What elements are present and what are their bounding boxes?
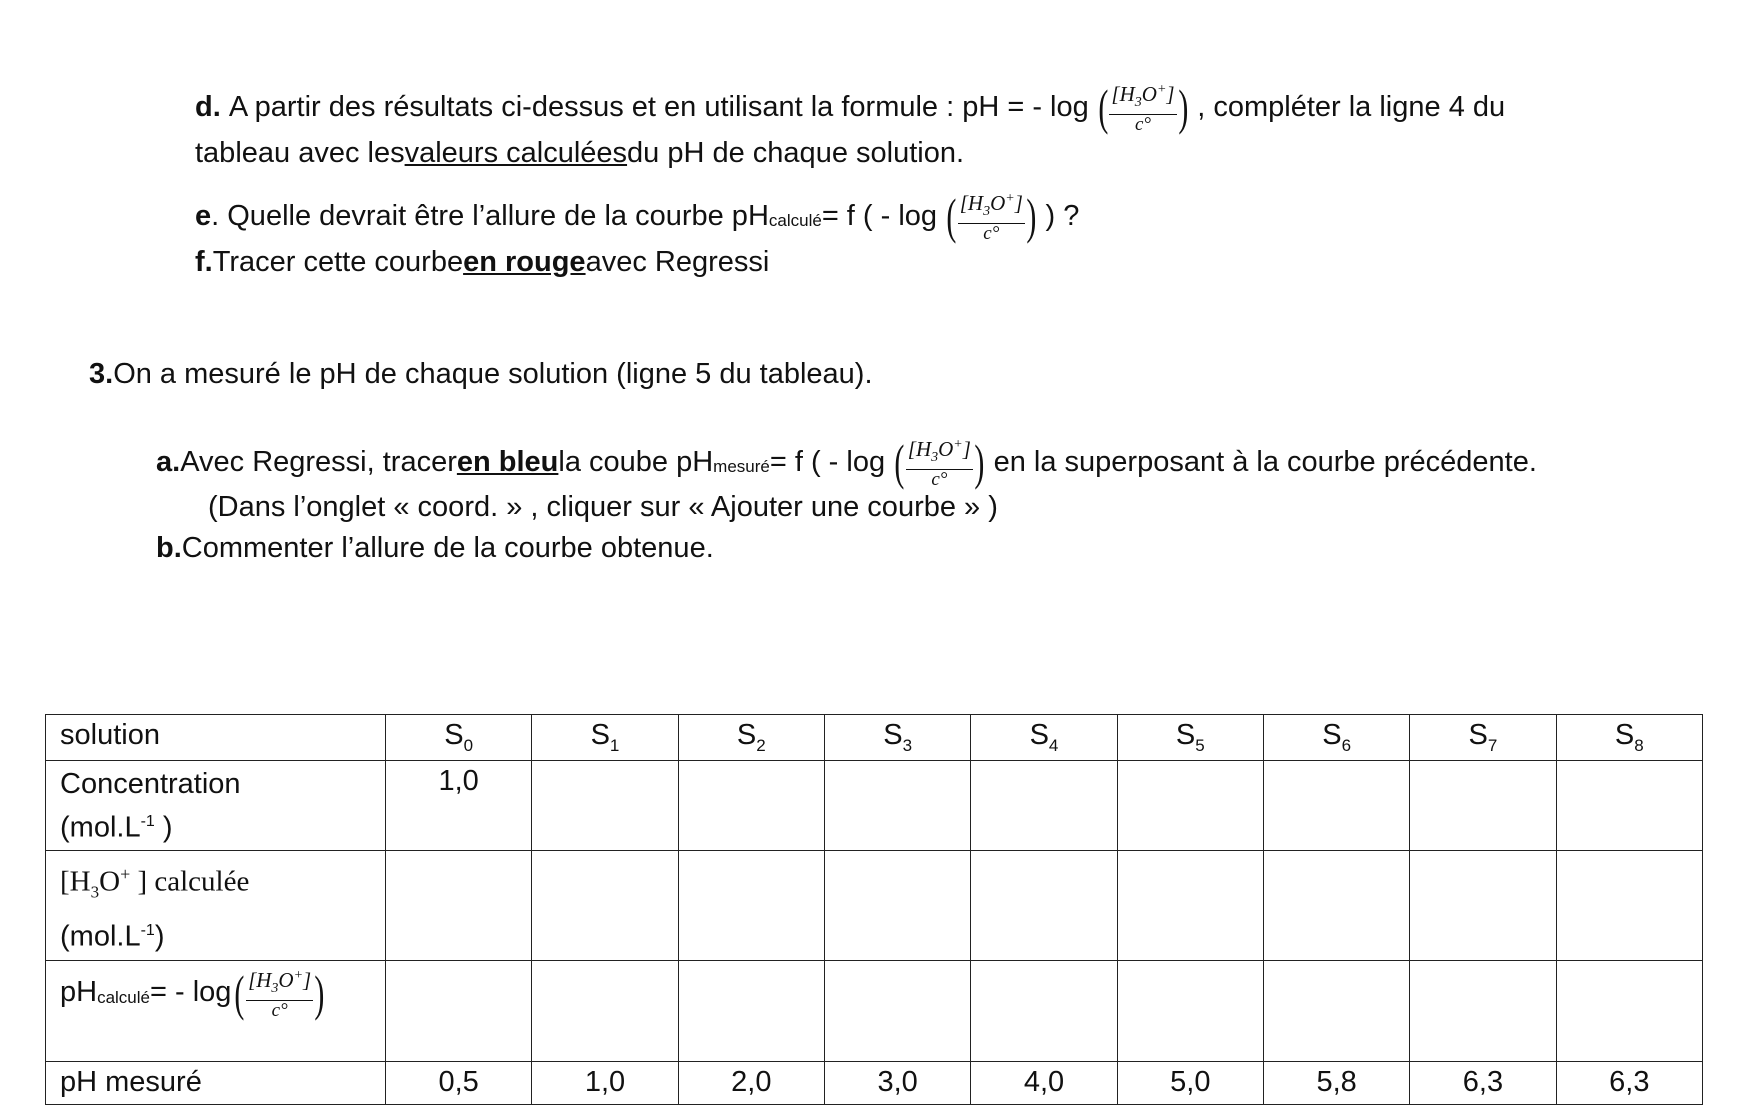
- concentration-cell[interactable]: [971, 760, 1117, 851]
- solution-header: $S_8$: [1556, 715, 1702, 761]
- ph-mesure-cell: 6,3: [1410, 1061, 1556, 1104]
- valeurs-calculees-underlined: valeurs calculées: [404, 137, 628, 169]
- question-d-line1: [195, 79, 1505, 135]
- question-e-text: . Quelle devrait être l’allure de la courbe pH: [211, 200, 769, 233]
- question-3a-sub: mesuré: [713, 457, 770, 477]
- ph-mesure-cell: 2,0: [678, 1061, 824, 1104]
- question-3b-label: b.: [156, 532, 182, 564]
- ph-calcule-cell[interactable]: [678, 960, 824, 1061]
- concentration-cell[interactable]: 1,0: [386, 760, 532, 851]
- question-3b-line: [156, 528, 714, 568]
- solution-header: $S_4$: [971, 715, 1117, 761]
- question-3a-end: en la superposant à la courbe précédente.: [993, 446, 1537, 479]
- question-d-line2-end: du pH de chaque solution.: [627, 137, 965, 169]
- question-d-line2-text: tableau avec les: [195, 137, 405, 169]
- ph-calcule-cell[interactable]: [532, 960, 678, 1061]
- h3o-label: [$H_3O^+$ ] calculée $(mol.L^{-1})$: [46, 851, 386, 960]
- ph-mesure-cell: 5,0: [1117, 1061, 1263, 1104]
- table-row-concentration: [46, 760, 1703, 851]
- question-3a-line1: [156, 434, 1537, 490]
- h3o-cell[interactable]: [1556, 851, 1702, 960]
- question-3a-text3: = f ( - log: [769, 446, 886, 479]
- question-e-end: ) ?: [1045, 200, 1080, 233]
- h3o-cell[interactable]: [532, 851, 678, 960]
- concentration-cell[interactable]: [532, 760, 678, 851]
- solution-header: $S_7$: [1410, 715, 1556, 761]
- ph-mesure-cell: 3,0: [824, 1061, 970, 1104]
- fraction-formula: ( $\frac{[H_3O^+]}{c^\circ}$ ): [894, 434, 985, 491]
- ph-calcule-cell[interactable]: [971, 960, 1117, 1061]
- question-e-sub: calculé: [768, 211, 822, 231]
- question-d-text: A partir des résultats ci-dessus et en utilisant la formule : pH = - log: [228, 91, 1089, 124]
- h3o-cell[interactable]: [678, 851, 824, 960]
- question-e-label: e: [195, 200, 212, 233]
- solution-header: $S_2$: [678, 715, 824, 761]
- h3o-cell[interactable]: [1410, 851, 1556, 960]
- ph-calcule-label: pH calculé = - log ( $\frac{[H_3O^+]}{c^\circ}$ ): [46, 960, 386, 1061]
- h3o-cell[interactable]: [1263, 851, 1409, 960]
- question-d-text-end: , compléter la ligne 4 du: [1197, 91, 1506, 124]
- question-3-label: 3.: [89, 358, 114, 390]
- ph-calcule-cell[interactable]: [1263, 960, 1409, 1061]
- ph-calcule-cell[interactable]: [1556, 960, 1702, 1061]
- ph-mesure-cell: 0,5: [386, 1061, 532, 1104]
- ph-mesure-cell: 6,3: [1556, 1061, 1702, 1104]
- ph-calcule-cell[interactable]: [386, 960, 532, 1061]
- solution-header: $S_6$: [1263, 715, 1409, 761]
- ph-calcule-cell[interactable]: [1410, 960, 1556, 1061]
- solution-header: $S_5$: [1117, 715, 1263, 761]
- table-row-ph-mesure: [46, 1061, 1703, 1104]
- question-f-text: Tracer cette courbe: [212, 246, 464, 278]
- ph-mesure-label: pH mesuré: [46, 1061, 386, 1104]
- h3o-cell[interactable]: [386, 851, 532, 960]
- fraction-formula: ( $\frac{[H_3O^+]}{c^\circ}$ ): [234, 964, 325, 1021]
- question-3a-label: a.: [156, 446, 181, 479]
- solution-header: $S_0$: [386, 715, 532, 761]
- ph-calcule-cell[interactable]: [824, 960, 970, 1061]
- h3o-cell[interactable]: [971, 851, 1117, 960]
- h3o-cell[interactable]: [824, 851, 970, 960]
- question-e-line: [195, 188, 1079, 244]
- question-3-text: On a mesuré le pH de chaque solution (ligne 5 du tableau).: [113, 358, 873, 390]
- concentration-cell[interactable]: [1556, 760, 1702, 851]
- fraction-formula: ( $\frac{[H_3O^+]}{c^\circ}$ ): [1098, 79, 1188, 136]
- ph-calcule-cell[interactable]: [1117, 960, 1263, 1061]
- results-table: [45, 714, 1703, 1105]
- question-f-label: f.: [195, 246, 213, 278]
- question-f-line: [195, 242, 769, 282]
- question-3a-text: Avec Regressi, tracer: [180, 446, 457, 479]
- concentration-cell[interactable]: [824, 760, 970, 851]
- solution-header: $S_3$: [824, 715, 970, 761]
- question-3a-line2: [208, 487, 998, 527]
- concentration-cell[interactable]: [678, 760, 824, 851]
- concentration-label: Concentration ($mol.L^{-1}$ ): [46, 760, 386, 851]
- table-row-h3o: [46, 851, 1703, 960]
- concentration-cell[interactable]: [1410, 760, 1556, 851]
- question-d-line2: [195, 133, 964, 173]
- ph-mesure-cell: 5,8: [1263, 1061, 1409, 1104]
- table-row-solution: [46, 715, 1703, 761]
- en-rouge-emphasis: en rouge: [463, 246, 586, 278]
- fraction-formula: ( $\frac{[H_3O^+]}{c^\circ}$ ): [946, 188, 1037, 245]
- question-3b-text: Commenter l’allure de la courbe obtenue.: [181, 532, 714, 564]
- question-d-label: d.: [195, 91, 221, 124]
- h3o-cell[interactable]: [1117, 851, 1263, 960]
- concentration-cell[interactable]: [1117, 760, 1263, 851]
- question-3a-hint: (Dans l’onglet « coord. » , cliquer sur « Ajouter une courbe » ): [208, 491, 998, 523]
- concentration-cell[interactable]: [1263, 760, 1409, 851]
- question-3a-text2: la coube pH: [558, 446, 714, 479]
- table-row-ph-calcule: [46, 960, 1703, 1061]
- ph-mesure-cell: 4,0: [971, 1061, 1117, 1104]
- solution-header: $S_1$: [532, 715, 678, 761]
- question-3-line: [89, 354, 873, 394]
- en-bleu-emphasis: en bleu: [456, 446, 559, 479]
- question-e-text2: = f ( - log: [821, 200, 938, 233]
- table-header-label: solution: [46, 715, 386, 761]
- ph-mesure-cell: 1,0: [532, 1061, 678, 1104]
- question-f-end: avec Regressi: [585, 246, 770, 278]
